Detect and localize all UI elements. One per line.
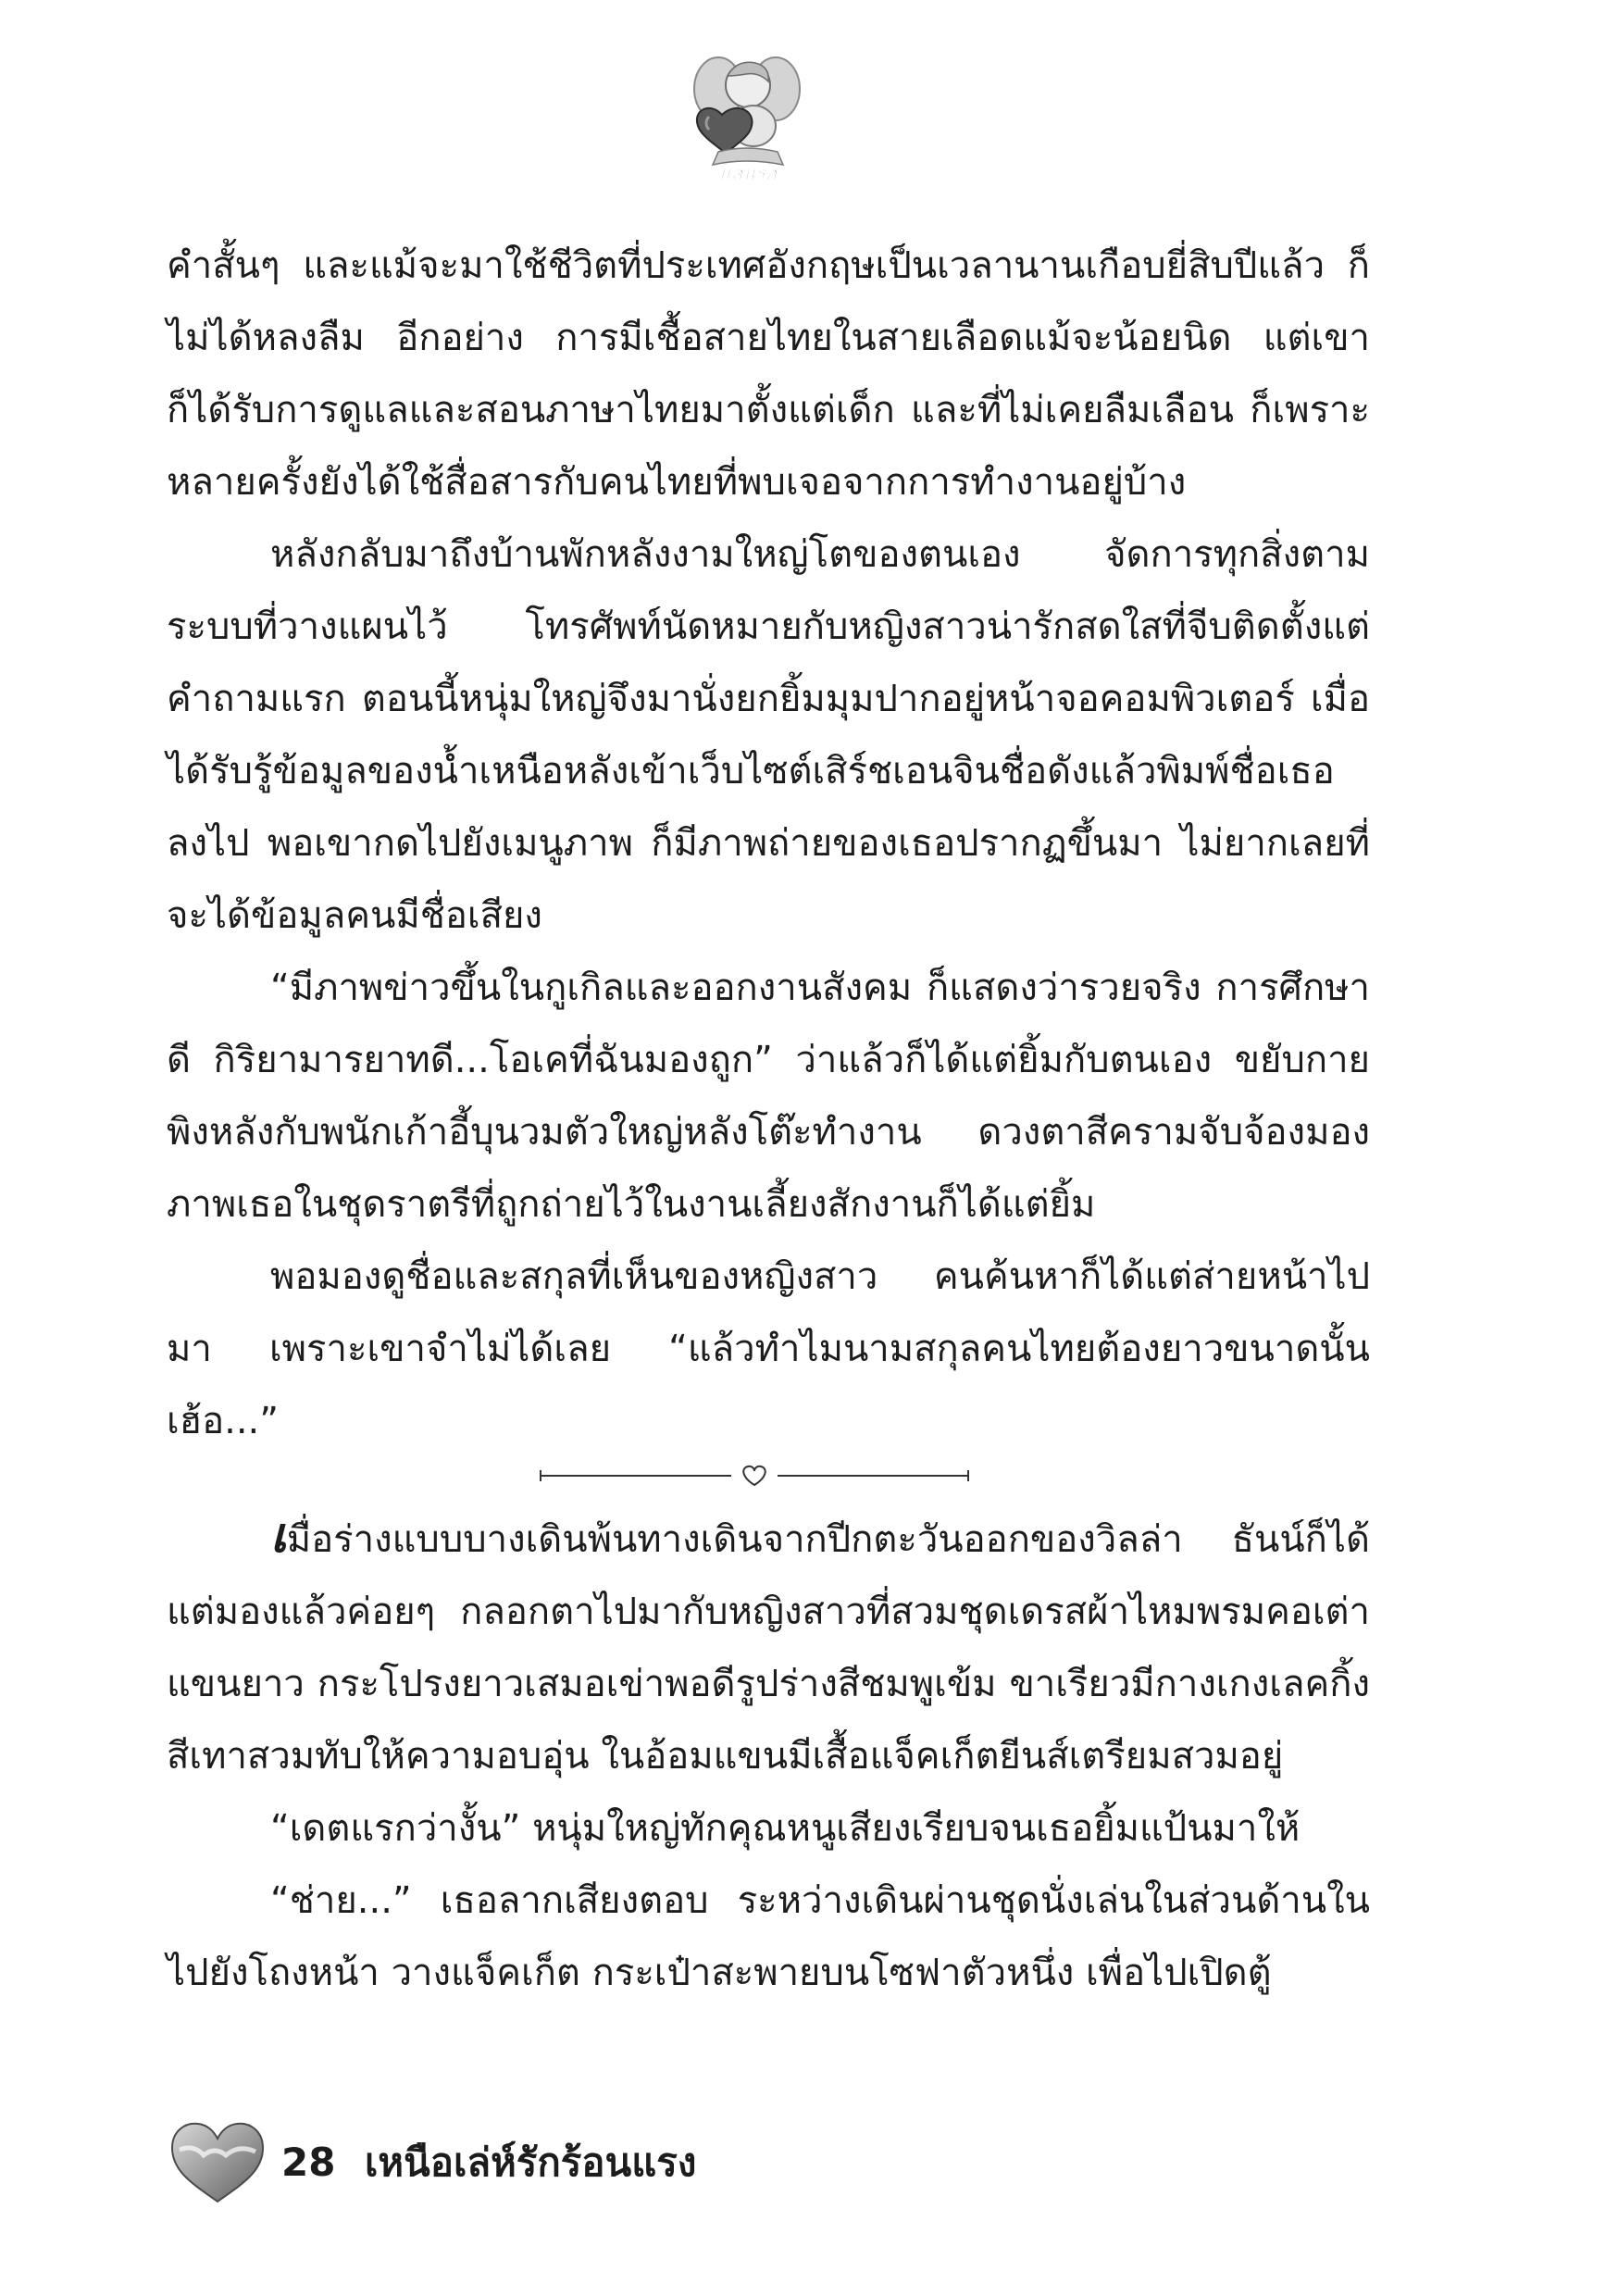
- paragraph: “ช่าย...” เธอลากเสียงตอบ ระหว่างเดินผ่านชุดนั่งเล่นในส่วนด้านในไปยังโถงหน้า วางแจ็คเก็ต กระเป๋าสะพายบนโซฟาตัวหนึ่ง เพื่อไปเปิดตู้: [167, 1879, 1370, 1994]
- heart-ornament-icon: [743, 1466, 765, 1485]
- text-block-2: [167, 1500, 1370, 2009]
- paragraph: “เดตแรกว่างั้น” หนุ่มใหญ่ทักคุณหนูเสียงเรียบจนเธอยิ้มแป้นมาให้: [270, 1807, 1301, 1850]
- book-title: เหนือเล่ห์รักร้อนแรง: [365, 2140, 697, 2185]
- page-footer: [167, 2111, 1092, 2213]
- paragraph: พอมองดูชื่อและสกุลที่เห็นของหญิงสาว คนค้นหาก็ได้แต่ส่ายหน้าไปมา เพราะเขาจำไม่ได้เลย “แล้วทำไมนามสกุลคนไทยต้องยาวขนาดนั้นเฮ้อ...”: [167, 1255, 1370, 1442]
- page-number: 28: [281, 2140, 336, 2185]
- paragraph: [167, 1500, 1370, 1792]
- drop-cap: เ: [270, 1508, 287, 1564]
- paragraph: “มีภาพข่าวขึ้นในกูเกิลและออกงานสังคม ก็แสดงว่ารวยจริง การศึกษาดี กิริยามารยาทดี...โอเคที่ฉันมองถูก” ว่าแล้วก็ได้แต่ยิ้มกับตนเอง ขยับกายพิงหลังกับพนักเก้าอี้บุนวมตัวใหญ่หลังโต๊ะทำงาน ดวงตาสีครามจับจ้องมองภาพเธอในชุดราตรีที่ถูกถ่ายไว้ในงานเลี้ยงสักงานก็ได้แต่ยิ้ม: [167, 967, 1370, 1226]
- publisher-logo: [681, 48, 811, 187]
- paragraph: หลังกลับมาถึงบ้านพักหลังงามใหญ่โตของตนเอง จัดการทุกสิ่งตามระบบที่วางแผนไว้ โทรศัพท์นัดหมายกับหญิงสาวน่ารักสดใสที่จีบติดตั้งแต่คำถามแรก ตอนนี้หนุ่มใหญ่จึงมานั่งยกยิ้มมุมปากอยู่หน้าจอคอมพิวเตอร์ เมื่อได้รับรู้ข้อมูลของน้ำเหนือหลังเข้าเว็บไซต์เสิร์ชเอนจินชื่อดังแล้วพิมพ์ชื่อเธอลงไป พอเขากดไปยังเมนูภาพ ก็มีภาพถ่ายของเธอปรากฏขึ้นมา ไม่ยากเลยที่จะได้ข้อมูลคนมีชื่อเสียง: [167, 533, 1370, 937]
- text-block-1: [167, 230, 1370, 1457]
- paragraph: คำสั้นๆ และแม้จะมาใช้ชีวิตที่ประเทศอังกฤษเป็นเวลานานเกือบยี่สิบปีแล้ว ก็ไม่ได้หลงลืม อีกอย่าง การมีเชื้อสายไทยในสายเลือดแม้จะน้อยนิด แต่เขาก็ได้รับการดูแลและสอนภาษาไทยมาตั้งแต่เด็ก และที่ไม่เคยลืมเลือน ก็เพราะหลายครั้งยังได้ใช้สื่อสารกับคนไทยที่พบเจอจากการทำงานอยู่บ้าง: [167, 244, 1370, 504]
- section-divider: [537, 1457, 972, 1494]
- heart-icon: [167, 2118, 268, 2207]
- logo-text: แสนรัก: [719, 162, 777, 184]
- paragraph-text: มื่อร่างแบบบางเดินพ้นทางเดินจากปีกตะวันออกของวิลล่า ธันน์ก็ได้แต่มองแล้วค่อยๆ กลอกตาไปมากับหญิงสาวที่สวมชุดเดรสผ้าไหมพรมคอเต่าแขนยาว กระโปรงยาวเสมอเข่าพอดีรูปร่างสีชมพูเข้ม ขาเรียวมีกางเกงเลคกิ้งสีเทาสวมทับให้ความอบอุ่น ในอ้อมแขนมีเสื้อแจ็คเก็ตยีนส์เตรียมสวมอยู่: [167, 1518, 1370, 1778]
